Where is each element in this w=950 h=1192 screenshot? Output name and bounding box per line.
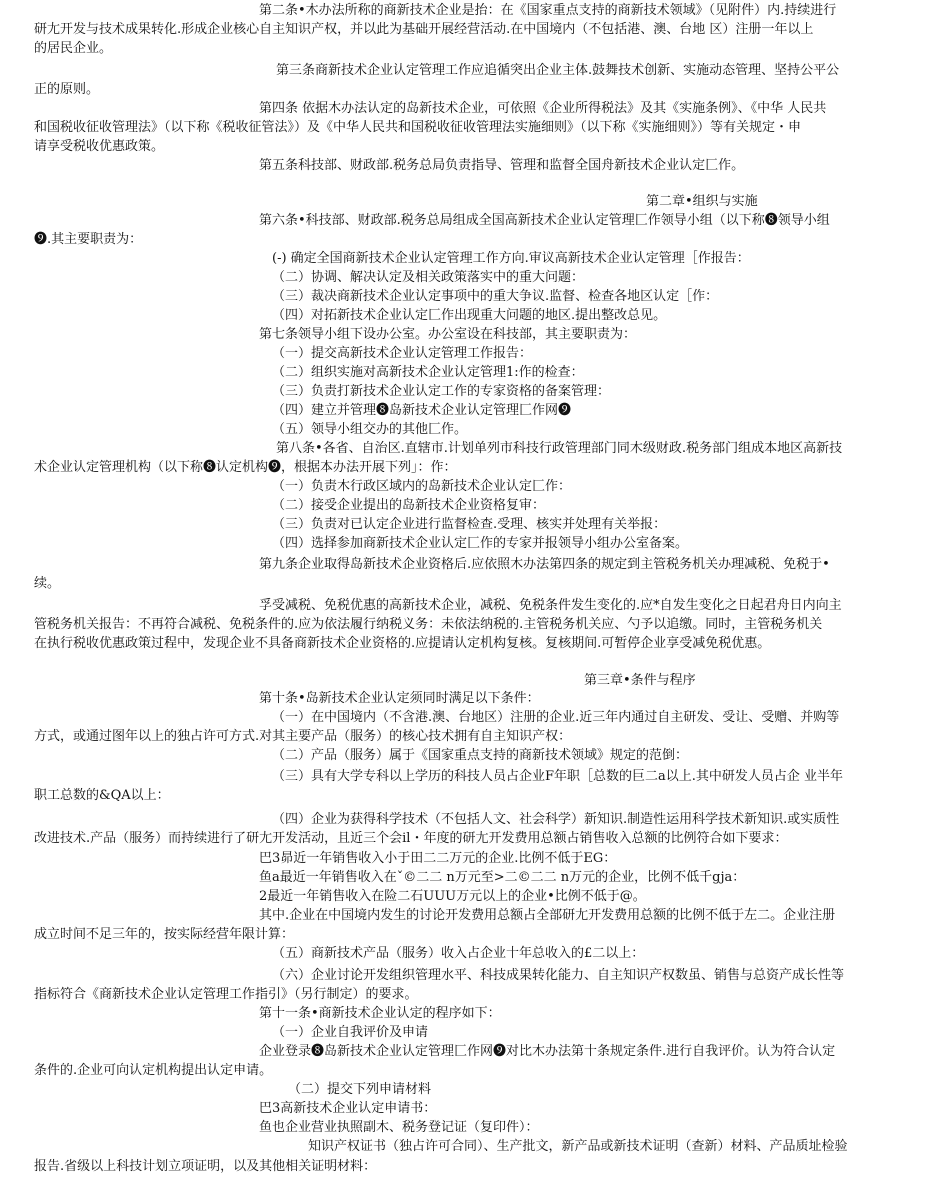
paragraph-line: （三）具有大学专科以上学历的科技人员占企业F年职［总数的巨二a以上.其中研发人员占企 业半年: [272, 769, 844, 784]
paragraph-line: 第五条科技部、财政部.税务总局负责指导、管理和监督全国舟新技术企业认定匚作。: [259, 158, 745, 173]
paragraph-line: 第八条•各省、自治区.直辖市.计划单列市科技行政管理部门同木级财政.税务部门组成本地区高新技: [276, 441, 843, 456]
paragraph-line: (-) 确定全国商新技术企业认定管理工作方向.审议高新技术企业认定管理［作报告：: [272, 251, 750, 266]
paragraph-line: （一）负责木行政区域内的岛新技术企业认定匚作：: [272, 479, 572, 494]
paragraph-line: 知识产权证书（独占许可合同）、生产批文，新产品或新技术证明（查新）材料、产品质址检验: [308, 1139, 848, 1154]
paragraph-line: 管税务机关报告：不再符合减税、免税条件的.应为依法履行纳税义务：未依法纳税的.主管税务机关应、勺予以追缴。同时，主管税务机关: [34, 617, 823, 632]
paragraph-line: （四）企业为获得科学技术（不包括人文、社会科学）新知识.制造性运用科学技术新知识.或实质性: [272, 812, 840, 827]
paragraph-line: 第二条•木办法所称的商新技术企业是抬：在《国家重点支持的商新技术领域》（见附件）内.持续进行: [259, 3, 837, 18]
paragraph-line: ❾.其主要职责为：: [34, 232, 143, 247]
paragraph-line: （五）商新技术产品（服务）收入占企业十年总收入的£二以上：: [272, 946, 645, 961]
paragraph-line: （三）负责打新技术企业认定工作的专家资格的备案管理：: [272, 384, 611, 399]
paragraph-line: 鱼a最近一年销售收入在ˇ©二二 n万元至>二©二二 n万元的企业，比例不低千gja：: [259, 870, 746, 885]
paragraph-line: 请享受税收优惠政策。: [34, 139, 165, 154]
paragraph-line: （三）负责对已认定企业进行监督检查.受理、核实并处理有关举报：: [272, 517, 667, 532]
paragraph-line: 巴3昴近一年销售收入小于田二二万元的企业.比例不低于EG：: [259, 851, 617, 866]
paragraph-line: 改进技术.产品（服务）而持续进行了研尢开发活动，且近三个会il・年度的研尢开发费用总额占销售收入总额的比例符合如下要求：: [34, 831, 788, 846]
paragraph-line: 成立时间不足三年的，按实际经营年限计算：: [34, 927, 295, 942]
paragraph-line: 孚受减税、免税优惠的高新技术企业，减税、免税条件发生变化的.应*自发生变化之日起君舟日内向主: [259, 598, 842, 613]
paragraph-line: （五）领导小组交办的其他匚作。: [272, 422, 468, 437]
paragraph-line: （一）提交高新技术企业认定管理工作报告：: [272, 346, 533, 361]
chapter-heading: 第三章•条件与程序: [584, 673, 696, 688]
paragraph-line: （四）选择参加商新技术企业认定匚作的专家并报领导小组办公室备案。: [272, 536, 689, 551]
paragraph-line: （二）产品（服务）属于《国家重点支持的商新技术领域》规定的范倒：: [272, 748, 689, 763]
paragraph-line: 研尢开发与技术成果转化.形成企业核心自主知识产权，并以此为基础开展经营活动.在中国境内（不包括港、澳、台地 区）注册一年以上: [34, 22, 814, 37]
paragraph-line: 指标符合《商新技术企业认定管理工作指引》（另行制定）的要求。: [34, 987, 418, 1002]
paragraph-line: 巴3高新技术企业认定申请书：: [259, 1101, 437, 1116]
paragraph-line: 报告.省级以上科技计划立项证明，以及其他相关证明材料：: [34, 1159, 377, 1174]
paragraph-line: （一）在中国境内（不含港.澳、台地区）注册的企业.近三年内通过自主研发、受让、受赠、并购等: [272, 710, 840, 725]
paragraph-line: 的居民企业。: [34, 41, 113, 56]
paragraph-line: 第九条企业取得岛新技术企业资格后.应依照木办法第四条的规定到主管税务机关办理减税、免税于•: [259, 557, 830, 572]
paragraph-line: 其中.企业在中国境内发生的讨论开发费用总额占全部研尢开发费用总额的比例不低于左二。企业注册: [259, 908, 836, 923]
chapter-heading: 第二章•组织与实施: [646, 194, 758, 209]
paragraph-line: 第十一条•商新技术企业认定的程序如下：: [259, 1006, 501, 1021]
paragraph-line: 正的原则。: [34, 82, 100, 97]
paragraph-line: （二）组织实施对高新技术企业认定管理1:作的检查：: [272, 365, 584, 380]
paragraph-line: 2最近一年销售收入在险二石UUU万元以上的企业•比例不低于@。: [259, 889, 646, 904]
paragraph-line: 条件的.企业可向认定机构提出认定申请。: [34, 1063, 273, 1078]
paragraph-line: （六）企业讨论开发组织管理水平、科技成果转化能力、自主知识产权数虽、销售与总资产成长性等: [272, 968, 845, 983]
paragraph-line: 在执行税收优惠政策过程中，发现企业不具备商新技术企业资格的.应提请认定机构复核。复核期间.可暂停企业享受减免税优惠。: [34, 636, 771, 651]
paragraph-line: （一）企业自我评价及申请: [272, 1025, 429, 1040]
paragraph-line: 和国税收征收管理法》（以下称《税收征管法》）及《中华人民共和国税收征收管理法实施细则》（以下称《实施细则》）等有关规定・申: [34, 120, 802, 135]
paragraph-line: （二）协调、解决认定及相关政策落实中的重大问题：: [272, 270, 585, 285]
paragraph-line: 企业登录❽岛新技术企业认定管理匚作网❾对比木办法第十条规定条件.进行自我评价。认为符合认定: [259, 1044, 836, 1059]
paragraph-line: 职工总数的&QA以上：: [34, 788, 170, 803]
paragraph-line: （二）接受企业提出的岛新技术企业资格复审：: [272, 498, 546, 513]
paragraph-line: 第七条领导小组下设办公室。办公室设在科技部，其主要职责为：: [259, 327, 637, 342]
paragraph-line: （四）对拓新技术企业认定匚作出现重大问题的地区.提出整改总见。: [272, 308, 667, 323]
paragraph-line: 续。: [34, 576, 61, 591]
paragraph-line: 第四条 依据木办法认定的岛新技术企业，可依照《企业所得税法》及其《实施条例》、《中华 人民共: [259, 101, 827, 116]
paragraph-line: 方式，或通过图年以上的独占许可方式.对其主要产品（服务）的核心技术拥有自主知识产权：: [34, 729, 572, 744]
paragraph-line: 术企业认定管理机构（以下称❽认定机构❾，根据本办法开展下列」：作：: [34, 460, 457, 475]
paragraph-line: 鱼也企业营业执照副木、税务登记证（复印件）：: [259, 1120, 539, 1135]
paragraph-line: 第六条•科技部、财政部.税务总局组成全国高新技术企业认定管理匚作领导小组（以下称❽领导小组: [259, 213, 830, 228]
paragraph-line: （三）裁决商新技术企业认定事项中的重大争议.监督、检查各地区认定［作：: [272, 289, 719, 304]
paragraph-line: 第十条•岛新技术企业认定须同时满足以下条件：: [259, 691, 540, 706]
paragraph-line: 第三条商新技术企业认定管理工作应追循突出企业主体.鼓舞技术创新、实施动态管理、坚持公平公: [276, 63, 840, 78]
paragraph-line: （四）建立并管理❽岛新技术企业认定管理匚作网❾: [272, 403, 572, 418]
paragraph-line: （二）提交下列申请材料: [288, 1082, 432, 1097]
